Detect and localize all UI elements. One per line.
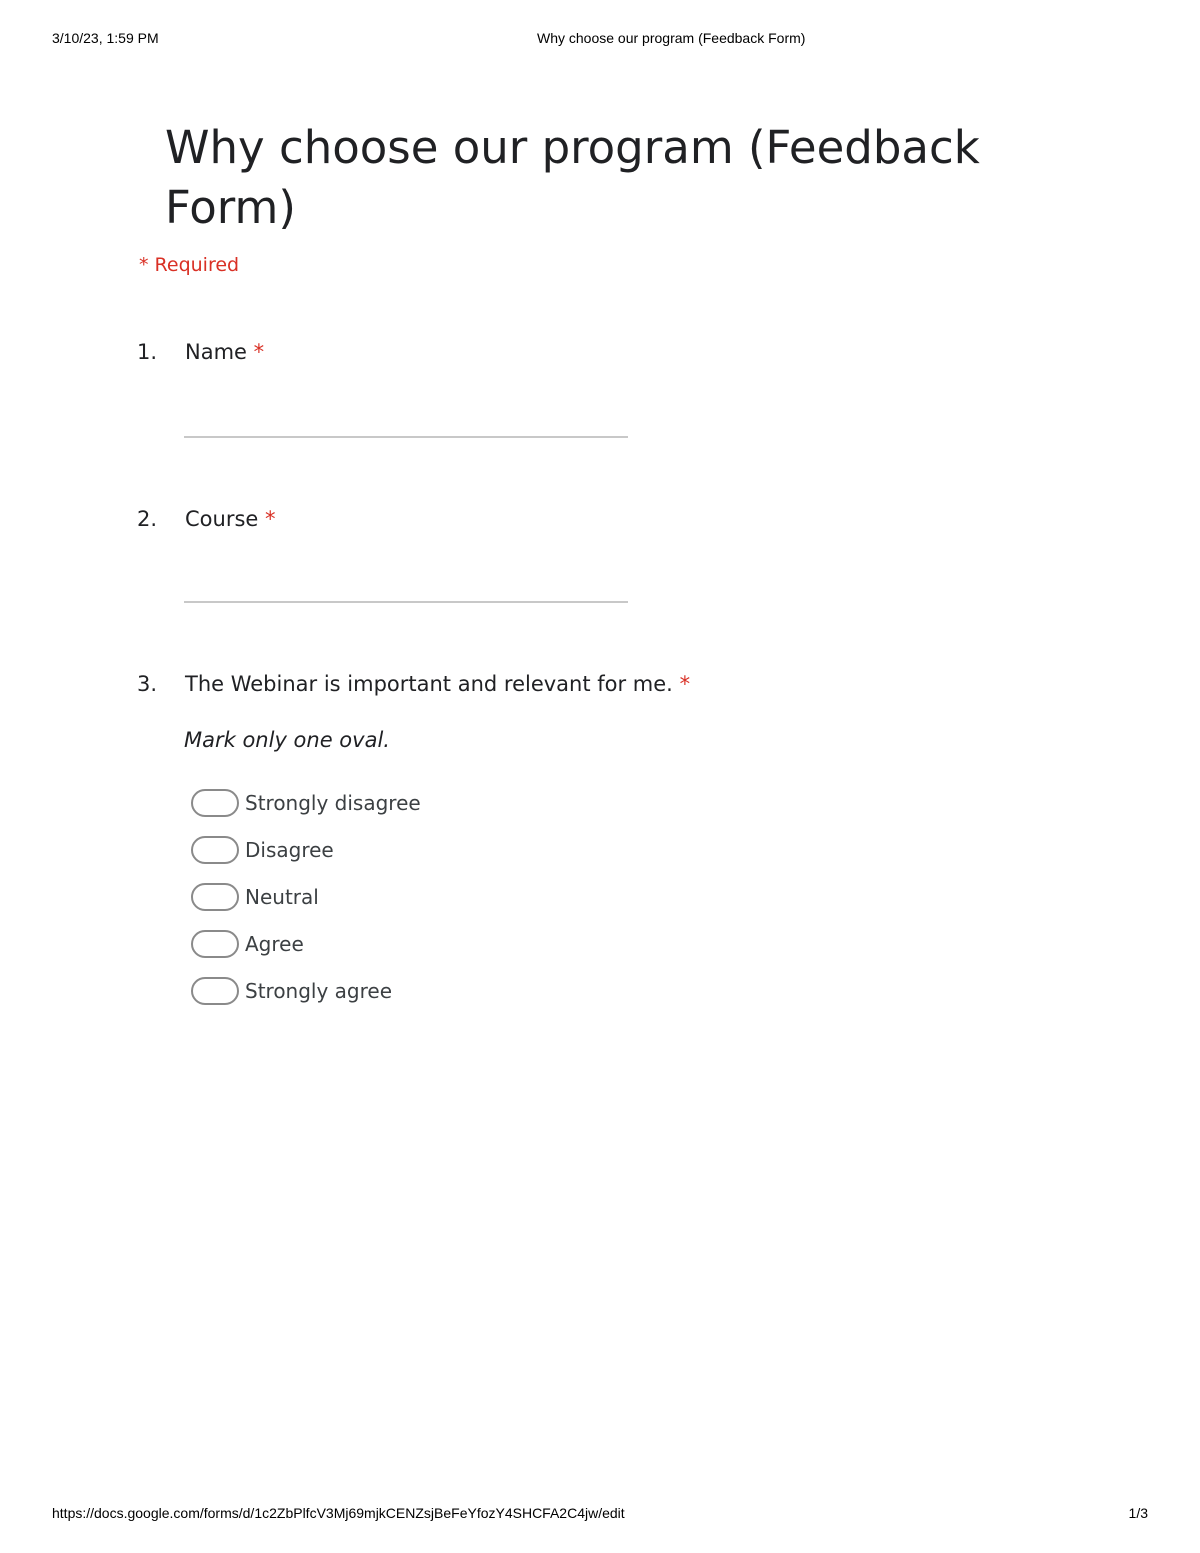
question-number: 1. bbox=[137, 340, 158, 364]
print-url: https://docs.google.com/forms/d/1c2ZbPlfcV3Mj69mjkCENZsjBeFeYfozY4SHCFA2C4jw/edit bbox=[52, 1505, 625, 1521]
option-label: Strongly agree bbox=[245, 979, 393, 1003]
option-label: Strongly disagree bbox=[245, 791, 421, 815]
question-hint: Mark only one oval. bbox=[184, 728, 390, 752]
question-text: Name bbox=[185, 340, 247, 364]
print-header bbox=[52, 30, 1148, 50]
required-note: * Required bbox=[139, 254, 240, 276]
form-title: Why choose our program (Feedback Form) bbox=[165, 121, 980, 234]
option-label: Agree bbox=[245, 932, 304, 956]
page-number: 1/3 bbox=[1128, 1505, 1148, 1521]
oval-radio[interactable] bbox=[191, 977, 239, 1005]
oval-radio[interactable] bbox=[191, 883, 239, 911]
name-answer-line[interactable] bbox=[184, 436, 628, 438]
print-footer bbox=[52, 1505, 1148, 1525]
required-asterisk: * bbox=[253, 340, 265, 364]
question-text: The Webinar is important and relevant for me. bbox=[185, 672, 673, 696]
oval-radio[interactable] bbox=[191, 836, 239, 864]
required-asterisk: * bbox=[265, 507, 276, 531]
required-asterisk: * bbox=[679, 672, 691, 696]
print-doc-title: Why choose our program (Feedback Form) bbox=[537, 30, 806, 46]
question-label bbox=[185, 672, 690, 696]
course-answer-line[interactable] bbox=[184, 601, 628, 603]
oval-radio[interactable] bbox=[191, 789, 239, 817]
option-label: Disagree bbox=[245, 838, 334, 862]
question-label bbox=[185, 340, 264, 364]
option-label: Neutral bbox=[245, 885, 319, 909]
question-number: 2. bbox=[137, 507, 158, 531]
oval-radio[interactable] bbox=[191, 930, 239, 958]
question-number: 3. bbox=[137, 672, 158, 696]
print-datetime: 3/10/23, 1:59 PM bbox=[52, 30, 159, 46]
question-text: Course bbox=[185, 507, 259, 531]
question-label bbox=[185, 507, 276, 531]
